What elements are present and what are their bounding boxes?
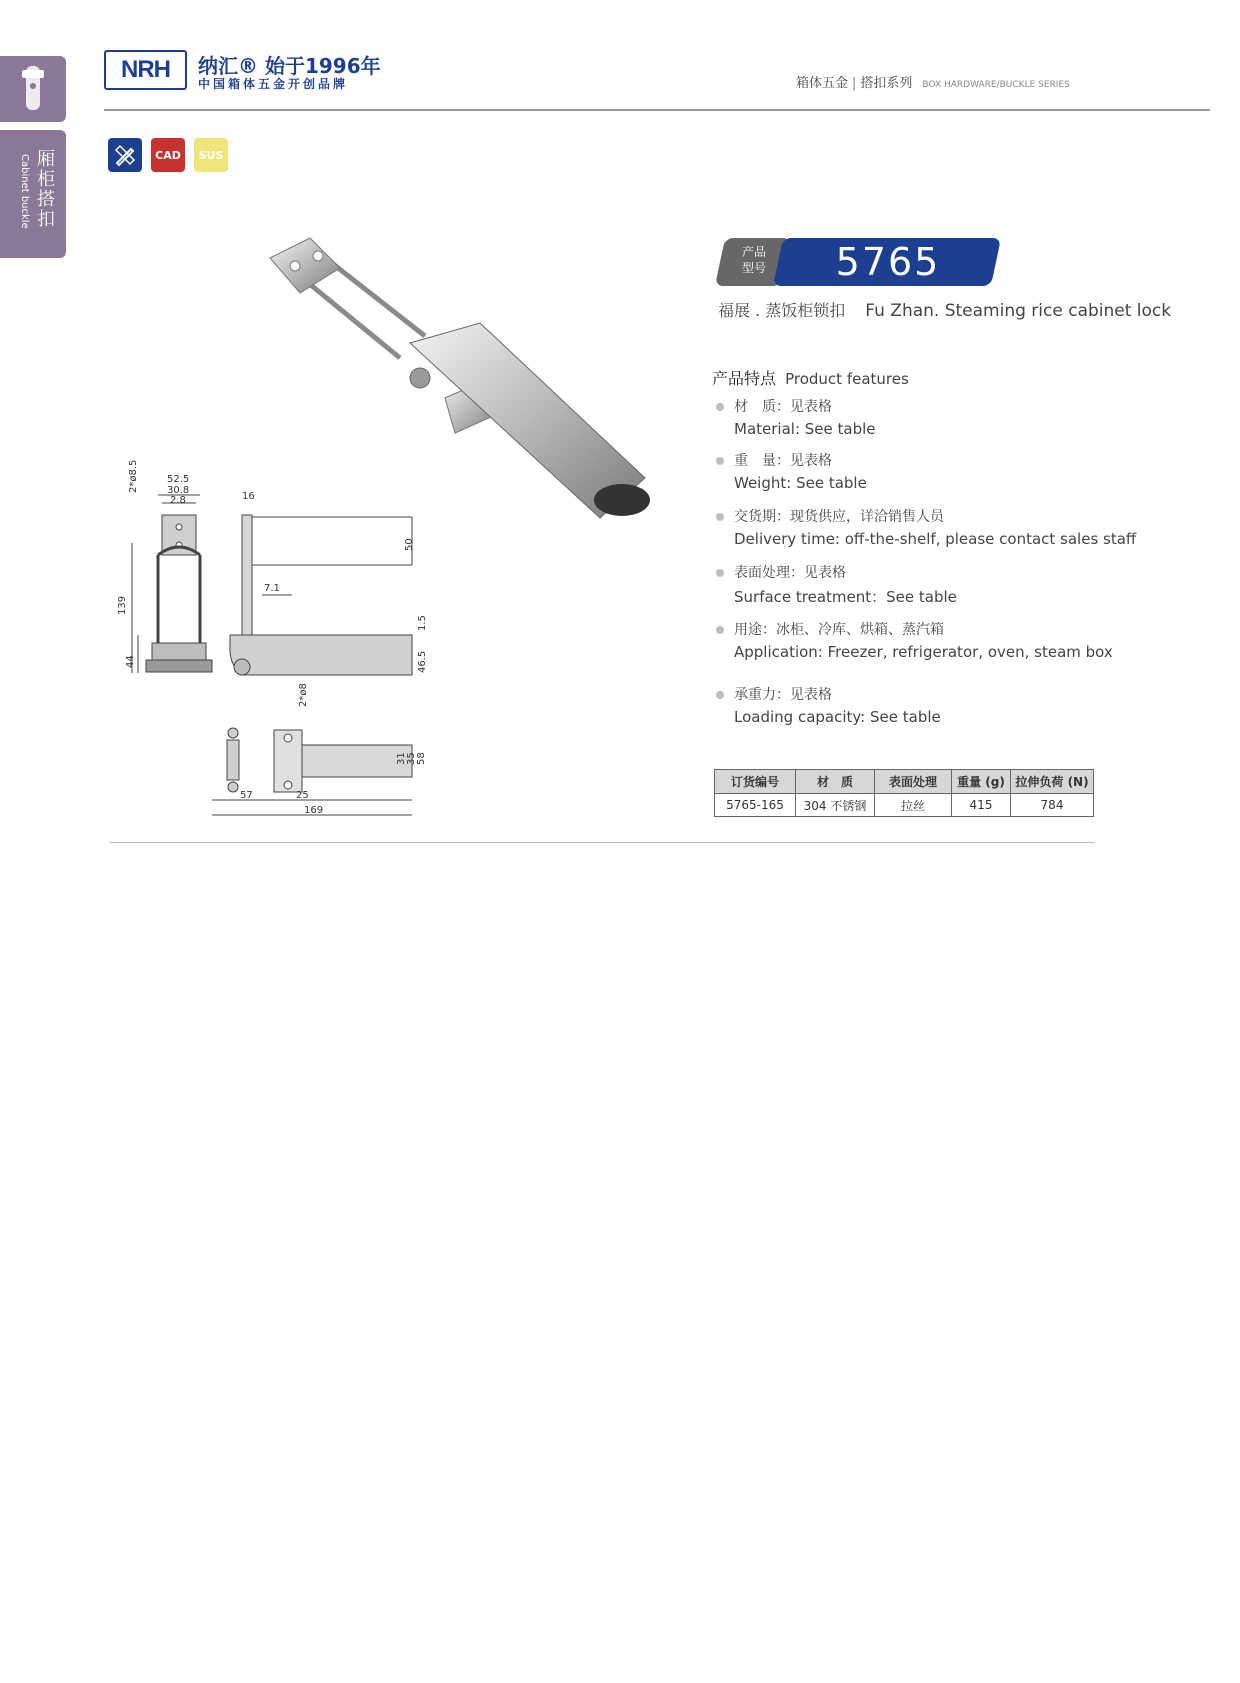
feature-en: Material: See table: [734, 420, 876, 438]
product-name-en: Fu Zhan. Steaming rice cabinet lock: [865, 301, 1172, 321]
cell-weight: 415: [952, 794, 1011, 817]
dim-31: 31: [396, 752, 407, 765]
side-tab-label-en: Cabinet buckle: [19, 154, 30, 229]
cad-icon: CAD: [151, 138, 185, 172]
model-label-line1: 产品: [741, 245, 766, 259]
col-load: 拉伸负荷 (N): [1011, 770, 1094, 794]
dim-30-8: 30.8: [167, 485, 190, 496]
product-name: [718, 298, 1171, 321]
feature-en: Application: Freezer, refrigerator, oven, steam box: [734, 643, 1113, 661]
dim-46-5: 46.5: [417, 650, 428, 673]
feature-cn: 材 质：见表格: [734, 399, 832, 415]
features-heading: [712, 366, 909, 389]
feature-en: Weight: See table: [734, 474, 867, 492]
bullet-icon: [716, 691, 724, 699]
sus-icon: SUS: [194, 138, 228, 172]
side-tab-icon[interactable]: [0, 56, 66, 122]
dim-58: 58: [416, 752, 427, 765]
feature-cn: 表面处理：见表格: [734, 565, 846, 581]
feature-delivery: [716, 506, 1156, 554]
dim-50: 50: [404, 538, 415, 551]
section-divider: [110, 842, 1094, 843]
dim-57: 57: [240, 790, 253, 801]
category-separator: |: [852, 76, 857, 91]
feature-en: Loading capacity: See table: [734, 708, 941, 726]
dim-169: 169: [304, 805, 324, 816]
bullet-icon: [716, 513, 724, 521]
design-icon: [108, 138, 142, 172]
category-box-hardware: 箱体五金: [796, 76, 849, 91]
cell-surface: 拉丝: [875, 794, 952, 817]
model-label: [728, 244, 780, 276]
col-order-no: 订货编号: [715, 770, 796, 794]
nrh-logo: NRH: [104, 50, 187, 90]
category-en: BOX HARDWARE/BUCKLE SERIES: [922, 80, 1070, 90]
feature-cn: 交货期：现货供应，详洽销售人员: [734, 509, 944, 525]
feature-cn: 重 量：见表格: [734, 453, 832, 469]
category-breadcrumb: [796, 72, 1070, 91]
feature-cn: 用途：冰柜、冷库、烘箱、蒸汽箱: [734, 622, 944, 638]
dim-holes-8: 2*ø8: [298, 683, 309, 707]
table-header-row: [715, 770, 1094, 794]
feature-en: Delivery time: off-the-shelf, please contact sales staff: [734, 530, 1137, 548]
features-heading-en: Product features: [785, 370, 909, 388]
cell-order-no: 5765-165: [715, 794, 796, 817]
dim-52-5: 52.5: [167, 474, 190, 485]
side-tab-label-cn: 厢柜搭扣: [37, 149, 55, 230]
side-tab-cabinet-buckle[interactable]: [0, 130, 66, 258]
feature-weight: [716, 450, 1156, 498]
col-material: 材 质: [796, 770, 875, 794]
product-name-cn: 福展 . 蒸饭柜锁扣: [718, 301, 846, 320]
feature-application: [716, 619, 1156, 667]
bullet-icon: [716, 457, 724, 465]
bullet-icon: [716, 569, 724, 577]
dim-16: 16: [242, 491, 255, 502]
feature-cn: 承重力：见表格: [734, 687, 832, 703]
feature-material: [716, 396, 1156, 444]
col-weight: 重量 (g): [952, 770, 1011, 794]
dim-holes-8-5: 2*ø8.5: [128, 459, 139, 493]
dim-1-5: 1.5: [417, 615, 428, 631]
header-divider: [104, 109, 1210, 111]
category-buckle-series: 搭扣系列: [860, 76, 913, 91]
dim-35: 35: [406, 752, 417, 765]
bullet-icon: [716, 403, 724, 411]
dim-25: 25: [296, 790, 309, 801]
brand-slogan: 纳汇® 始于1996年: [198, 54, 381, 78]
dim-7-1: 7.1: [264, 583, 280, 594]
latch-icon: [0, 56, 66, 122]
technical-drawing: [112, 455, 442, 825]
bullet-icon: [716, 626, 724, 634]
dim-44: 44: [125, 655, 136, 668]
feature-en: Surface treatment：See table: [734, 588, 957, 606]
pencil-ruler-icon: [112, 142, 138, 168]
spec-table: [714, 769, 1094, 817]
feature-loading: [716, 684, 1156, 732]
features-heading-cn: 产品特点: [712, 369, 777, 388]
dim-139: 139: [117, 595, 128, 615]
cell-load: 784: [1011, 794, 1094, 817]
col-surface: 表面处理: [875, 770, 952, 794]
brand-tagline: 中国箱体五金开创品牌: [198, 77, 349, 91]
table-row: [715, 794, 1094, 817]
cell-material: 304 不锈钢: [796, 794, 875, 817]
dim-2-8: 2.8: [170, 495, 186, 506]
model-label-line2: 型号: [741, 261, 766, 275]
feature-surface: [716, 562, 1156, 610]
model-number: 5765: [835, 240, 941, 284]
